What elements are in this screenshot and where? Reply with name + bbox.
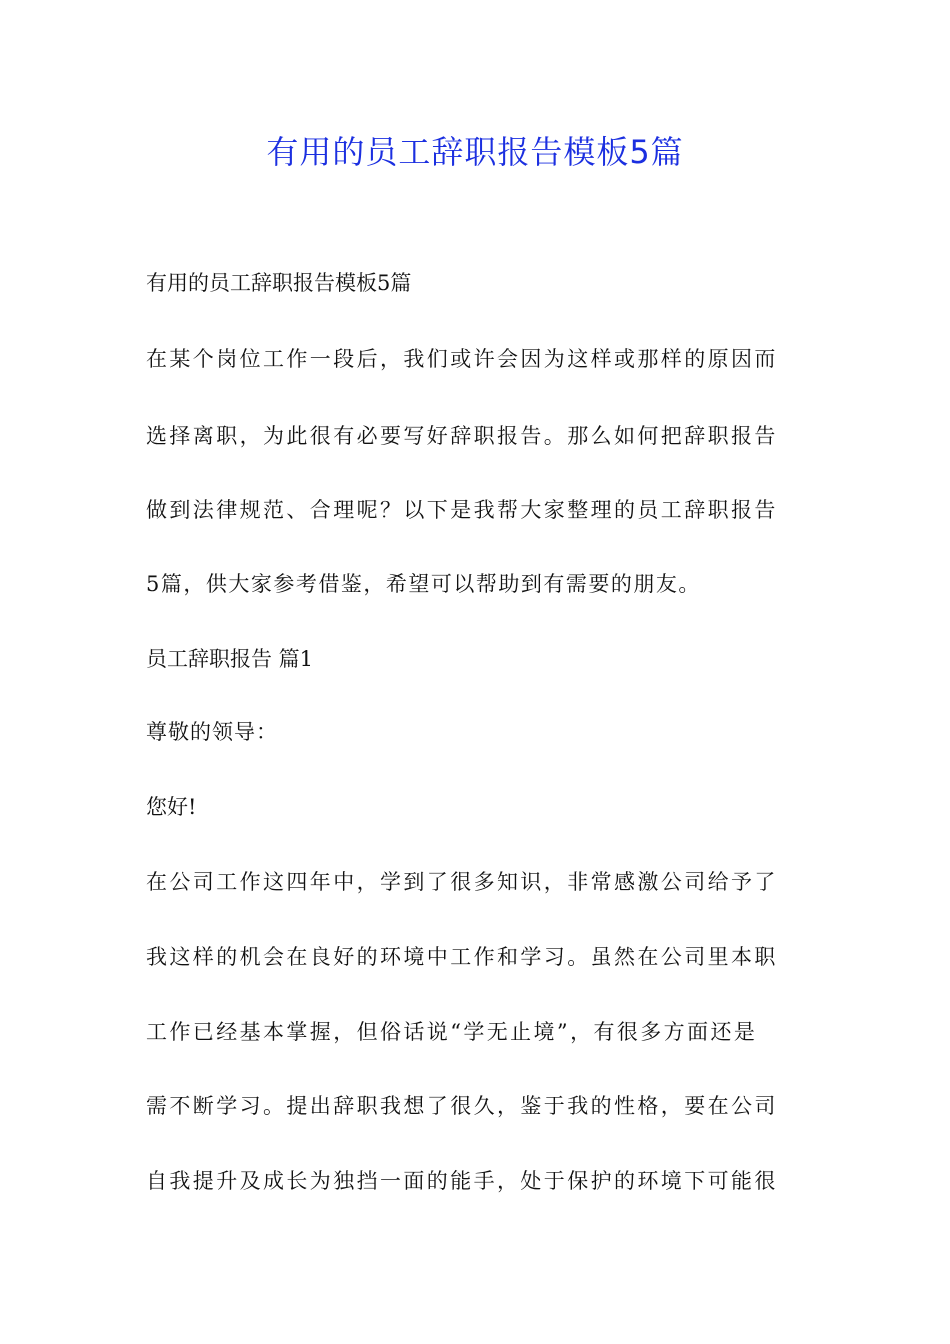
document-subtitle: 有用的员工辞职报告模板5篇 <box>146 271 412 295</box>
section-heading: 员工辞职报告 篇1 <box>146 647 314 671</box>
intro-line: 做到法律规范、合理呢？以下是我帮大家整理的员工辞职报告 <box>146 498 778 522</box>
intro-line: 5篇，供大家参考借鉴，希望可以帮助到有需要的朋友。 <box>146 572 701 596</box>
body-line: 自我提升及成长为独挡一面的能手，处于保护的环境下可能很 <box>146 1169 778 1193</box>
body-line: 工作已经基本掌握，但俗话说“学无止境”，有很多方面还是 <box>146 1020 758 1044</box>
intro-line: 在某个岗位工作一段后，我们或许会因为这样或那样的原因而 <box>146 347 778 371</box>
greeting: 您好! <box>146 795 197 819</box>
body-line: 我这样的机会在良好的环境中工作和学习。虽然在公司里本职 <box>146 945 778 969</box>
body-line: 在公司工作这四年中，学到了很多知识，非常感激公司给予了 <box>146 870 778 894</box>
salutation: 尊敬的领导： <box>146 720 278 744</box>
body-line: 需不断学习。提出辞职我想了很久，鉴于我的性格，要在公司 <box>146 1094 778 1118</box>
intro-line: 选择离职，为此很有必要写好辞职报告。那么如何把辞职报告 <box>146 424 778 448</box>
document-title: 有用的员工辞职报告模板5篇 <box>266 133 684 171</box>
